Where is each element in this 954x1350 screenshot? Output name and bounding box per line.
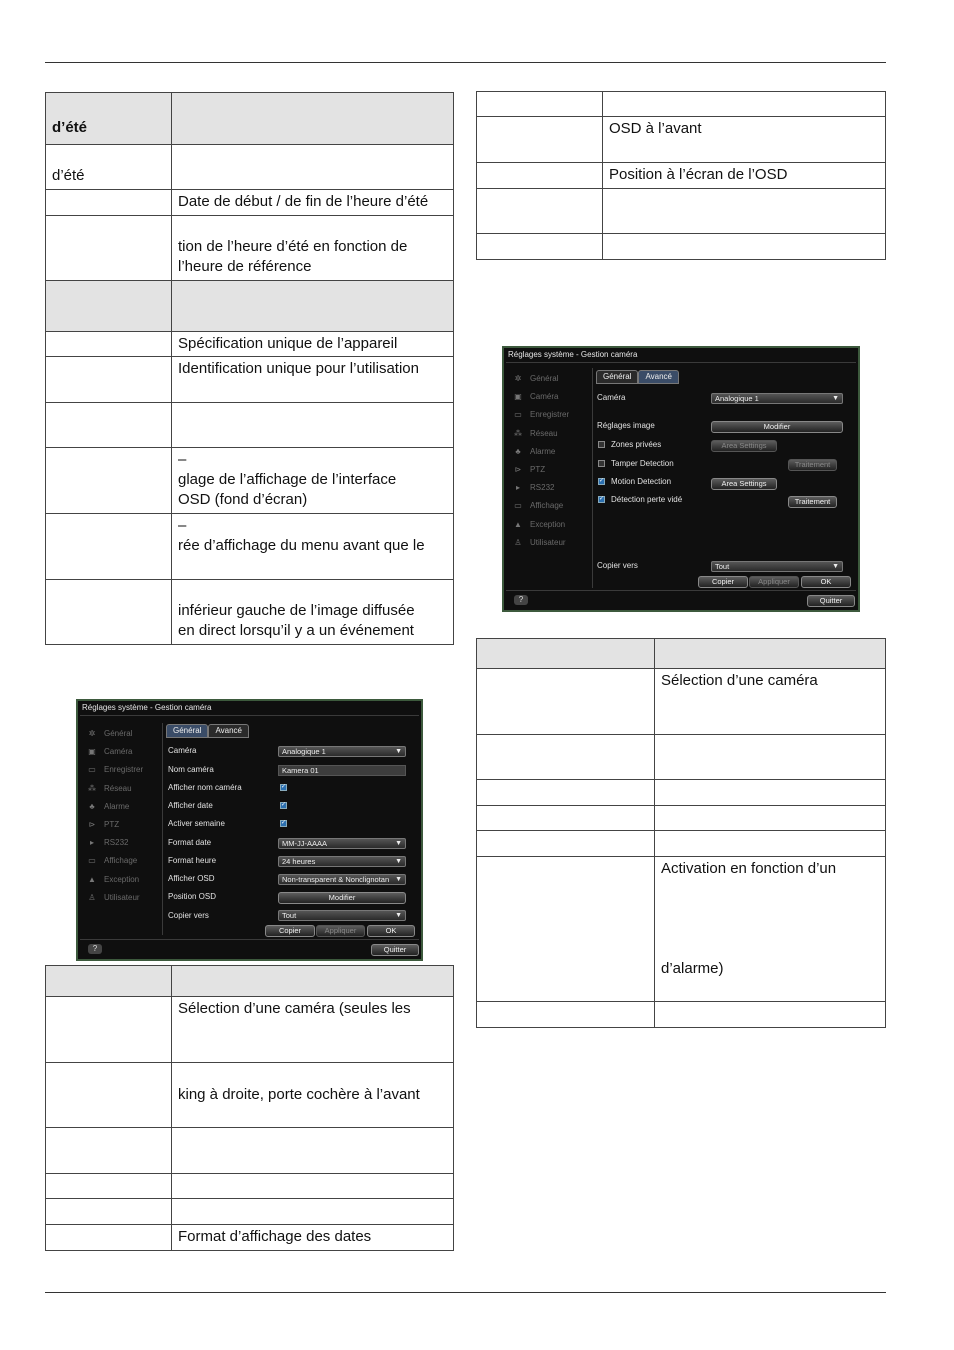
modify-button[interactable]: Modifier: [278, 892, 406, 904]
table-row: [477, 234, 886, 260]
user-icon: ♙: [514, 537, 522, 547]
camera-select-value: Analogique 1: [282, 747, 326, 756]
table-cell: [172, 403, 454, 448]
show-osd-value: Non-transparent & Nonclignotan: [282, 875, 390, 884]
ok-button[interactable]: OK: [801, 576, 851, 588]
rs232-icon: ▸: [515, 483, 520, 493]
table-row: [46, 357, 454, 403]
time-format-value: 24 heures: [282, 857, 316, 866]
osd-position-label: Position OSD: [168, 892, 217, 901]
table-cell: Identification unique pour l’utilisation: [172, 357, 454, 403]
table-cell: [477, 806, 655, 831]
warning-icon: ▲: [88, 874, 96, 884]
record-icon: ▭: [514, 410, 522, 420]
table-cell: [46, 448, 172, 514]
tamper-process-button[interactable]: Traitement: [788, 459, 837, 471]
table-cell: [46, 216, 172, 281]
table-row: [46, 1174, 454, 1199]
record-icon: ▭: [88, 765, 96, 775]
camera-icon: ▣: [88, 747, 96, 757]
table-cell: [46, 1174, 172, 1199]
sidebar-item-label: RS232: [104, 838, 129, 848]
table-cell: [477, 780, 655, 806]
sidebar-item-alarm[interactable]: [512, 443, 569, 461]
user-icon: ♙: [88, 892, 96, 902]
tab-bar: [596, 370, 679, 384]
copy-to-label: Copier vers: [168, 911, 209, 920]
show-osd-label: Afficher OSD: [168, 874, 215, 883]
table-cell: [46, 514, 172, 580]
sidebar-item-label: Général: [530, 374, 559, 384]
tab-general[interactable]: Général: [166, 724, 208, 738]
table-cell: [172, 966, 454, 997]
table-row: [477, 189, 886, 234]
network-icon: ⁂: [514, 428, 522, 438]
camera-select[interactable]: [278, 746, 406, 757]
sidebar-item-rs232[interactable]: [512, 479, 569, 497]
sidebar-item-camera[interactable]: [512, 388, 569, 406]
camera-name-input[interactable]: Kamera 01: [278, 765, 406, 776]
activate-week-checkbox[interactable]: ✓: [281, 820, 287, 826]
video-loss-process-button[interactable]: Traitement: [788, 496, 837, 508]
table-cell: [477, 735, 655, 780]
table-cell: Position à l’écran de l’OSD: [603, 163, 886, 189]
help-icon[interactable]: ?: [88, 944, 102, 954]
table-cell: [603, 92, 886, 117]
table-cell: [46, 190, 172, 216]
table-cell: [477, 639, 655, 669]
table-cell: [477, 117, 603, 163]
table-cell: [655, 639, 886, 669]
date-format-select[interactable]: [278, 838, 406, 849]
privacy-area-settings-button[interactable]: Area Settings: [711, 440, 777, 452]
copy-to-value: Tout: [282, 911, 297, 920]
table-row: [46, 448, 454, 514]
table-cell: [46, 1063, 172, 1128]
privacy-zones-checkbox[interactable]: [598, 441, 605, 448]
table-row: [46, 190, 454, 216]
rs232-icon: ▸: [89, 838, 94, 848]
show-name-label: Afficher nom caméra: [168, 783, 242, 792]
tab-advanced[interactable]: Avancé: [208, 724, 249, 738]
table-cell: Sélection d’une caméra (seules les: [172, 997, 454, 1063]
tab-bar: [166, 724, 249, 738]
sidebar-item-label: Alarme: [530, 446, 556, 456]
time-format-select[interactable]: [278, 856, 406, 867]
ptz-icon: ⊳: [514, 465, 522, 475]
table-osd: [476, 91, 886, 260]
window-title: Réglages système - Gestion caméra: [82, 703, 212, 712]
sidebar-item-label: Affichage: [104, 856, 138, 866]
table-cell: – rée d’affichage du menu avant que le: [172, 514, 454, 580]
show-osd-select[interactable]: [278, 874, 406, 885]
table-cell: [172, 93, 454, 145]
table-row: [46, 281, 454, 332]
table-cell: [477, 189, 603, 234]
table-cell: Sélection d’une caméra: [655, 669, 886, 735]
sidebar-item-alarm[interactable]: [86, 798, 143, 816]
chevron-down-icon: ▼: [395, 840, 402, 847]
sidebar-item-label: PTZ: [530, 465, 546, 475]
table-cell: [46, 966, 172, 997]
gear-icon: ✲: [88, 729, 96, 739]
table-cell: [46, 1225, 172, 1251]
table-cell: [655, 780, 886, 806]
table-cell: Spécification unique de l’appareil: [172, 332, 454, 357]
table-cell: [46, 997, 172, 1063]
table-cell: d’été: [46, 145, 172, 190]
table-cell: [655, 735, 886, 780]
table-cell: [46, 1199, 172, 1225]
divider: [506, 590, 856, 591]
table-cell: [477, 1002, 655, 1028]
footer-rule: [45, 1292, 886, 1293]
table-row: [46, 1128, 454, 1174]
table-summer-time: [45, 92, 454, 645]
show-name-checkbox[interactable]: ✓: [281, 784, 287, 790]
table-camera-general: [45, 965, 454, 1251]
sidebar-item-record[interactable]: [512, 406, 569, 424]
table-cell: [477, 857, 655, 1002]
camera-name-label: Nom caméra: [168, 765, 214, 774]
sidebar-item-label: Exception: [530, 519, 566, 529]
sidebar-item-label: Enregistrer: [104, 765, 144, 775]
sidebar: [86, 725, 143, 907]
sidebar-item-label: Utilisateur: [530, 537, 566, 547]
table-cell: inférieur gauche de l’image diffusée en direct lorsqu’il y a un événement: [172, 580, 454, 645]
table-cell: Format d’affichage des dates: [172, 1225, 454, 1251]
divider: [592, 368, 593, 588]
video-loss-label: Détection perte vidé: [611, 495, 683, 504]
network-icon: ⁂: [88, 783, 96, 793]
tab-advanced[interactable]: Avancé: [638, 370, 679, 384]
table-row: [46, 1199, 454, 1225]
copy-to-label: Copier vers: [597, 561, 638, 570]
table-cell: [655, 1002, 886, 1028]
camera-label: Caméra: [168, 746, 197, 755]
sidebar-item-label: Caméra: [104, 747, 133, 757]
divider: [162, 723, 163, 935]
show-date-label: Afficher date: [168, 801, 213, 810]
camera-select-value: Analogique 1: [715, 394, 759, 403]
table-row: [46, 403, 454, 448]
chevron-down-icon: ▼: [395, 748, 402, 755]
table-cell: [172, 1199, 454, 1225]
table-row: [477, 735, 886, 780]
table-cell: – glage de l’affichage de l’interface OSD (fond d’écran): [172, 448, 454, 514]
ptz-icon: ⊳: [88, 820, 96, 830]
table-camera-advanced: [476, 638, 886, 1028]
alarm-icon: ♣: [515, 446, 521, 456]
table-row: [46, 332, 454, 357]
camera-icon: ▣: [514, 392, 522, 402]
table-cell: [477, 669, 655, 735]
tamper-detection-label: Tamper Detection: [611, 459, 674, 468]
table-cell: Activation en fonction d’un d’alarme): [655, 857, 886, 1002]
copy-button[interactable]: Copier: [698, 576, 748, 588]
dvr-screenshot-general: [76, 699, 423, 961]
camera-select[interactable]: [711, 393, 843, 404]
table-cell: [46, 580, 172, 645]
table-cell: OSD à l’avant: [603, 117, 886, 163]
table-cell: [46, 1128, 172, 1174]
sidebar-item-camera[interactable]: [86, 743, 143, 761]
table-cell: tion de l’heure d’été en fonction de l’heure de référence: [172, 216, 454, 281]
table-cell: Date de début / de fin de l’heure d’été: [172, 190, 454, 216]
table-row: [46, 966, 454, 997]
sidebar-item-display[interactable]: [86, 852, 143, 870]
date-format-value: MM-JJ-AAAA: [282, 839, 327, 848]
table-row: [46, 1063, 454, 1128]
table-cell: [172, 1174, 454, 1199]
divider: [80, 939, 419, 940]
table-row: [477, 831, 886, 857]
ok-button[interactable]: OK: [367, 925, 415, 937]
table-row: [477, 163, 886, 189]
video-loss-checkbox[interactable]: ✓: [599, 496, 605, 502]
chevron-down-icon: ▼: [832, 563, 839, 570]
quit-button[interactable]: Quitter: [807, 595, 855, 607]
table-cell: [477, 831, 655, 857]
table-cell: [172, 1128, 454, 1174]
chevron-down-icon: ▼: [395, 876, 402, 883]
table-cell: [655, 806, 886, 831]
table-cell: [603, 234, 886, 260]
table-row: [477, 92, 886, 117]
sidebar-item-label: PTZ: [104, 820, 120, 830]
sidebar-item-label: Enregistrer: [530, 410, 570, 420]
gear-icon: ✲: [514, 374, 522, 384]
sidebar-item-label: Utilisateur: [104, 892, 140, 902]
table-row: [46, 997, 454, 1063]
help-icon[interactable]: ?: [514, 595, 528, 605]
warning-icon: ▲: [514, 519, 522, 529]
sidebar-item-exception[interactable]: [86, 871, 143, 889]
sidebar-item-rs232[interactable]: [86, 834, 143, 852]
motion-detection-label: Motion Detection: [611, 477, 672, 486]
table-cell: [46, 332, 172, 357]
table-cell: [477, 163, 603, 189]
table-cell: [477, 92, 603, 117]
table-cell: [655, 831, 886, 857]
dvr-screenshot-advanced: [502, 346, 860, 612]
table-cell: [477, 234, 603, 260]
quit-button[interactable]: Quitter: [371, 944, 419, 956]
apply-button[interactable]: Appliquer: [316, 925, 365, 937]
table-cell: king à droite, porte cochère à l’avant: [172, 1063, 454, 1128]
chevron-down-icon: ▼: [395, 912, 402, 919]
chevron-down-icon: ▼: [395, 858, 402, 865]
activate-week-label: Activer semaine: [168, 819, 225, 828]
sidebar-item-label: Alarme: [104, 801, 130, 811]
camera-label: Caméra: [597, 393, 626, 402]
sidebar-item-exception[interactable]: [512, 516, 569, 534]
table-row: [46, 93, 454, 145]
table-cell: [46, 281, 172, 332]
time-format-label: Format heure: [168, 856, 217, 865]
modify-button[interactable]: Modifier: [711, 421, 843, 433]
sidebar-item-label: Affichage: [530, 501, 564, 511]
sidebar-item-record[interactable]: [86, 761, 143, 779]
sidebar-item-label: Exception: [104, 874, 140, 884]
copy-to-select[interactable]: [711, 561, 843, 572]
sidebar-item-label: Réseau: [530, 428, 558, 438]
table-row: [46, 1225, 454, 1251]
image-settings-label: Réglages image: [597, 421, 655, 430]
table-row: [477, 1002, 886, 1028]
sidebar-item-general[interactable]: [512, 370, 569, 388]
table-row: [46, 145, 454, 190]
table-cell: d’été: [46, 93, 172, 145]
header-rule: [45, 62, 886, 63]
privacy-zones-label: Zones privées: [611, 440, 662, 449]
window-title: Réglages système - Gestion caméra: [508, 350, 638, 359]
table-row: [46, 514, 454, 580]
table-cell: [46, 357, 172, 403]
sidebar-item-ptz[interactable]: [512, 461, 569, 479]
display-icon: ▭: [88, 856, 96, 866]
show-date-checkbox[interactable]: ✓: [281, 802, 287, 808]
motion-detection-checkbox[interactable]: ✓: [599, 478, 605, 484]
table-row: [46, 580, 454, 645]
sidebar-item-general[interactable]: [86, 725, 143, 743]
sidebar-item-ptz[interactable]: [86, 816, 143, 834]
display-icon: ▭: [514, 501, 522, 511]
sidebar-item-label: RS232: [530, 483, 555, 493]
chevron-down-icon: ▼: [832, 395, 839, 402]
tab-general[interactable]: Général: [596, 370, 638, 384]
table-row: [477, 806, 886, 831]
table-row: [477, 117, 886, 163]
date-format-label: Format date: [168, 838, 212, 847]
sidebar-item-label: Réseau: [104, 783, 132, 793]
copy-to-select[interactable]: [278, 910, 406, 921]
sidebar: [512, 370, 569, 552]
sidebar-item-label: Caméra: [530, 392, 559, 402]
sidebar-item-user[interactable]: [512, 534, 569, 552]
motion-area-settings-button[interactable]: Area Settings: [711, 478, 777, 490]
table-cell: [46, 403, 172, 448]
table-cell: [172, 281, 454, 332]
sidebar-item-network[interactable]: [512, 425, 569, 443]
divider: [506, 362, 856, 363]
table-row: [477, 780, 886, 806]
apply-button[interactable]: Appliquer: [749, 576, 799, 588]
table-row: [46, 216, 454, 281]
sidebar-item-user[interactable]: [86, 889, 143, 907]
table-row: [477, 639, 886, 669]
copy-button[interactable]: Copier: [265, 925, 315, 937]
copy-to-value: Tout: [715, 562, 730, 571]
sidebar-item-network[interactable]: [86, 780, 143, 798]
divider: [80, 715, 419, 716]
alarm-icon: ♣: [89, 801, 95, 811]
tamper-detection-checkbox[interactable]: [598, 460, 605, 467]
table-row: [477, 857, 886, 1002]
table-cell: [172, 145, 454, 190]
sidebar-item-display[interactable]: [512, 497, 569, 515]
sidebar-item-label: Général: [104, 729, 133, 739]
table-cell: [603, 189, 886, 234]
table-row: [477, 669, 886, 735]
